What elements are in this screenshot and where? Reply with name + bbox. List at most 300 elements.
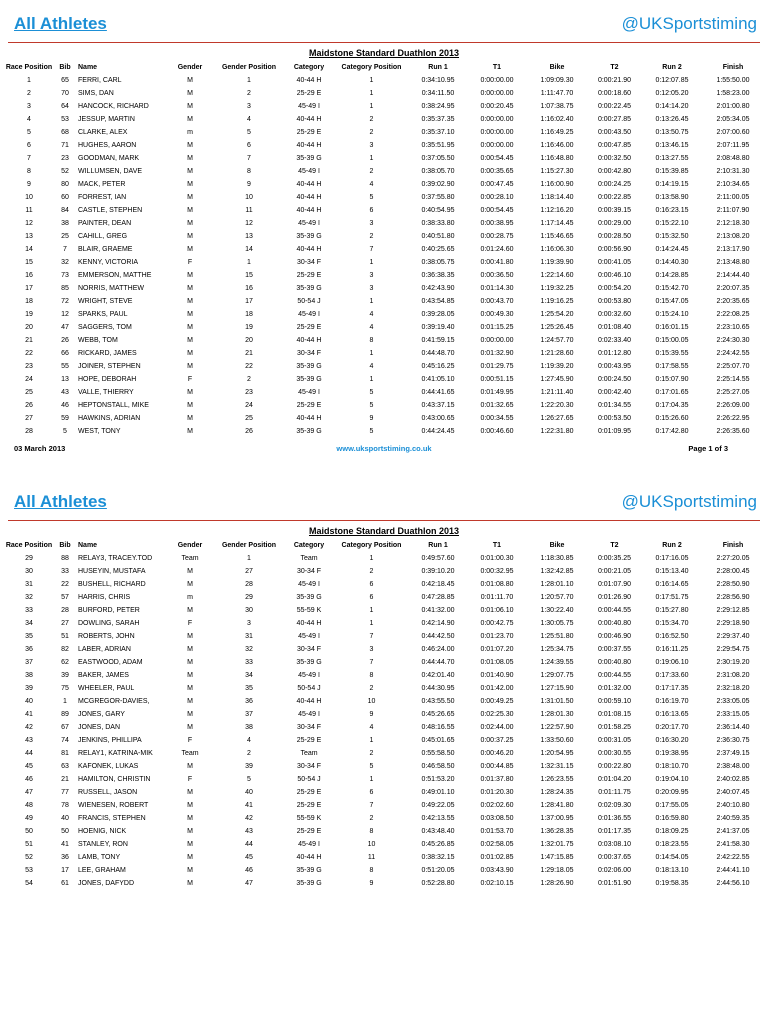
- cell-gender-position: 2: [247, 750, 251, 757]
- cell-t2: 0:00:43.95: [597, 363, 632, 370]
- cell-finish: 2:31:08.20: [716, 672, 750, 679]
- cell-name: JESSUP, MARTIN: [78, 116, 135, 123]
- cell-category: 35-39 G: [296, 285, 322, 292]
- cell-name: KENNY, VICTORIA: [78, 259, 139, 266]
- cell-run2: 0:17:04.35: [655, 402, 689, 409]
- cell-finish: 2:25:27.05: [716, 389, 750, 396]
- cell-run1: 0:42:13.55: [421, 815, 455, 822]
- cell-run1: 0:42:43.90: [421, 285, 455, 292]
- cell-finish: 2:33:05.05: [716, 698, 750, 705]
- cell-category: 45-49 I: [298, 711, 320, 718]
- cell-t2: 0:00:35.25: [597, 555, 632, 562]
- cell-bib: 81: [61, 750, 69, 757]
- cell-category-position: 8: [369, 867, 374, 874]
- cell-category: 35-39 G: [296, 659, 322, 666]
- cell-t2: 0:00:42.40: [597, 389, 632, 396]
- cell-run1: 0:49:01.10: [421, 789, 455, 796]
- cell-run2: 0:13:27.55: [655, 155, 689, 162]
- table-row: [4, 87, 764, 100]
- cell-run1: 0:38:05.70: [421, 168, 455, 175]
- cell-run2: 0:15:27.80: [655, 607, 689, 614]
- cell-bib: 23: [61, 155, 69, 162]
- cell-gender: M: [187, 568, 193, 575]
- cell-t1: 0:01:15.25: [480, 324, 514, 331]
- cell-category-position: 5: [369, 763, 374, 770]
- cell-t2: 0:01:34.55: [597, 402, 632, 409]
- cell-t1: 0:02:44.00: [480, 724, 514, 731]
- table-row: [4, 386, 764, 399]
- cell-bib: 72: [61, 298, 69, 305]
- cell-bib: 36: [61, 854, 69, 861]
- cell-t1: 0:01:32.90: [480, 350, 514, 357]
- cell-gender-position: 43: [245, 828, 253, 835]
- cell-run2: 0:19:38.95: [655, 750, 689, 757]
- cell-bib: 17: [61, 867, 69, 874]
- cell-gender: M: [187, 763, 193, 770]
- cell-race-position: 32: [25, 594, 33, 601]
- cell-t1: 0:01:11.70: [480, 594, 514, 601]
- all-athletes-link[interactable]: All Athletes: [14, 492, 107, 511]
- cell-category-position: 8: [369, 337, 374, 344]
- cell-race-position: 9: [27, 181, 31, 188]
- cell-run1: 0:43:00.65: [421, 415, 455, 422]
- cell-run1: 0:41:59.15: [421, 337, 455, 344]
- table-row: [4, 178, 764, 191]
- cell-bike: 1:36:28.35: [540, 828, 574, 835]
- table-row: [4, 191, 764, 204]
- page-footer: [0, 442, 768, 458]
- cell-gender-position: 31: [245, 633, 253, 640]
- column-header-t1: T1: [492, 64, 502, 71]
- cell-category: 45-49 I: [298, 220, 320, 227]
- cell-bike: 1:25:54.20: [540, 311, 574, 318]
- cell-run1: 0:43:55.50: [421, 698, 455, 705]
- cell-bike: 1:21:28.60: [540, 350, 574, 357]
- cell-run1: 0:43:54.85: [421, 298, 455, 305]
- cell-gender: M: [187, 311, 193, 318]
- cell-bike: 1:32:31.15: [540, 763, 574, 770]
- cell-bike: 1:17:14.45: [540, 220, 574, 227]
- cell-run2: 0:12:07.85: [655, 77, 689, 84]
- cell-run2: 0:17:17.35: [655, 685, 689, 692]
- cell-bike: 1:16:06.30: [540, 246, 574, 253]
- cell-t1: 0:00:28.10: [480, 194, 514, 201]
- cell-bib: 85: [61, 285, 69, 292]
- cell-t1: 0:00:51.15: [480, 376, 514, 383]
- cell-finish: 2:10:34.65: [716, 181, 750, 188]
- cell-category-position: 6: [369, 789, 374, 796]
- twitter-handle: @UKSportstiming: [621, 14, 757, 33]
- cell-name: BLAIR, GRAEME: [78, 246, 133, 253]
- cell-t1: 0:01:23.70: [480, 633, 514, 640]
- cell-run1: 0:44:48.70: [421, 350, 455, 357]
- cell-finish: 2:28:50.90: [716, 581, 750, 588]
- cell-gender-position: 3: [247, 620, 251, 627]
- column-header-bib: Bib: [59, 542, 71, 549]
- cell-name: BURFORD, PETER: [78, 607, 140, 614]
- cell-category-position: 3: [369, 220, 374, 227]
- cell-run2: 0:15:13.40: [655, 568, 689, 575]
- cell-bike: 1:07:38.75: [540, 103, 574, 110]
- cell-bib: 59: [61, 415, 69, 422]
- cell-run2: 0:17:16.05: [655, 555, 689, 562]
- cell-finish: 2:36:14.40: [716, 724, 750, 731]
- cell-run1: 0:40:51.80: [421, 233, 455, 240]
- cell-finish: 2:13:48.80: [716, 259, 750, 266]
- cell-category: 25-29 E: [296, 272, 322, 279]
- cell-bib: 61: [61, 880, 69, 887]
- cell-gender: M: [187, 659, 193, 666]
- cell-finish: 2:29:54.75: [716, 646, 750, 653]
- cell-finish: 2:40:02.85: [716, 776, 750, 783]
- table-row: [4, 565, 764, 578]
- cell-gender-position: 4: [247, 116, 251, 123]
- cell-run1: 0:35:37.10: [421, 129, 455, 136]
- cell-race-position: 39: [25, 685, 33, 692]
- cell-gender-position: 25: [245, 415, 253, 422]
- cell-t1: 0:01:08.05: [480, 659, 514, 666]
- cell-gender: M: [187, 337, 193, 344]
- cell-run2: 0:15:47.05: [655, 298, 689, 305]
- cell-gender: M: [187, 633, 193, 640]
- column-header-category: Category: [293, 542, 325, 549]
- cell-bike: 1:20:54.95: [540, 750, 574, 757]
- cell-finish: 2:24:30.30: [716, 337, 750, 344]
- cell-bike: 1:22:57.90: [540, 724, 574, 731]
- cell-finish: 2:11:07.90: [716, 207, 750, 214]
- cell-t2: 0:00:56.90: [597, 246, 632, 253]
- cell-t2: 0:01:12.80: [597, 350, 632, 357]
- cell-run2: 0:15:39.85: [655, 168, 689, 175]
- cell-bike: 1:28:01.10: [540, 581, 574, 588]
- cell-run1: 0:46:24.00: [421, 646, 455, 653]
- cell-gender: M: [187, 272, 193, 279]
- column-header-category-position: Category Position: [341, 64, 402, 71]
- cell-race-position: 52: [25, 854, 33, 861]
- cell-run2: 0:16:19.70: [655, 698, 689, 705]
- cell-bib: 22: [61, 581, 69, 588]
- cell-t2: 0:00:44.55: [597, 672, 632, 679]
- cell-race-position: 28: [25, 428, 33, 435]
- column-header-t2: T2: [610, 64, 619, 71]
- cell-name: LABER, ADRIAN: [78, 646, 131, 653]
- cell-run1: 0:45:26.85: [421, 841, 455, 848]
- cell-race-position: 24: [25, 376, 33, 383]
- cell-finish: 2:40:59.35: [716, 815, 750, 822]
- cell-t1: 0:00:47.45: [480, 181, 514, 188]
- cell-t2: 0:00:21.90: [597, 77, 632, 84]
- cell-category: Team: [300, 555, 318, 562]
- cell-run2: 0:16:14.65: [655, 581, 689, 588]
- cell-race-position: 6: [27, 142, 31, 149]
- table-row: [4, 230, 764, 243]
- cell-t2: 0:00:28.50: [597, 233, 632, 240]
- column-header-category: Category: [293, 64, 325, 71]
- column-header-race-position: Race Position: [5, 64, 53, 71]
- cell-bike: 1:28:41.80: [540, 802, 574, 809]
- cell-category-position: 1: [369, 77, 374, 84]
- cell-gender: M: [187, 646, 193, 653]
- cell-name: SPARKS, PAUL: [78, 311, 128, 318]
- cell-bib: 64: [61, 103, 69, 110]
- cell-run2: 0:15:22.10: [655, 220, 689, 227]
- cell-finish: 2:24:42.55: [716, 350, 750, 357]
- cell-gender-position: 34: [245, 672, 253, 679]
- table-header-row: [4, 61, 764, 74]
- cell-bike: 1:16:02.40: [540, 116, 574, 123]
- cell-race-position: 1: [27, 77, 31, 84]
- column-header-category-position: Category Position: [341, 542, 402, 549]
- cell-category-position: 1: [369, 555, 374, 562]
- cell-name: BUSHELL, RICHARD: [78, 581, 146, 588]
- cell-t2: 0:00:43.50: [597, 129, 632, 136]
- cell-gender: M: [187, 90, 193, 97]
- cell-gender: M: [187, 168, 193, 175]
- cell-category-position: 2: [369, 168, 374, 175]
- cell-t2: 0:00:18.60: [597, 90, 632, 97]
- cell-bib: 25: [61, 233, 69, 240]
- cell-category-position: 1: [369, 737, 374, 744]
- cell-t2: 0:01:11.75: [598, 789, 631, 796]
- cell-t2: 0:01:08.15: [597, 711, 632, 718]
- cell-gender-position: 4: [247, 737, 251, 744]
- website-link[interactable]: www.uksportstiming.co.uk: [336, 444, 432, 453]
- all-athletes-link[interactable]: All Athletes: [14, 14, 107, 33]
- cell-name: SAGGERS, TOM: [78, 324, 132, 331]
- cell-t2: 0:00:59.10: [597, 698, 632, 705]
- cell-category: 40-44 H: [296, 620, 322, 627]
- cell-category-position: 4: [369, 724, 374, 731]
- table-row: [4, 656, 764, 669]
- cell-bike: 1:20:57.70: [540, 594, 574, 601]
- cell-t1: 0:00:49.25: [480, 698, 514, 705]
- cell-t1: 0:00:00.00: [480, 90, 514, 97]
- cell-finish: 2:29:18.90: [716, 620, 750, 627]
- table-row: [4, 773, 764, 786]
- cell-race-position: 16: [25, 272, 33, 279]
- cell-finish: 2:07:00.60: [716, 129, 750, 136]
- cell-finish: 2:28:56.90: [716, 594, 750, 601]
- cell-bike: 1:26:27.65: [540, 415, 574, 422]
- cell-run1: 0:46:58.50: [421, 763, 455, 770]
- table-row: [4, 799, 764, 812]
- table-row: [4, 256, 764, 269]
- cell-finish: 2:36:30.75: [716, 737, 750, 744]
- cell-gender-position: 23: [245, 389, 253, 396]
- cell-name: FERRI, CARL: [78, 77, 122, 84]
- cell-name: MACK, PETER: [78, 181, 126, 188]
- cell-run2: 0:18:09.25: [655, 828, 689, 835]
- cell-name: HEPTONSTALL, MIKE: [78, 402, 149, 409]
- cell-gender: F: [187, 620, 193, 627]
- cell-gender-position: 9: [247, 181, 251, 188]
- cell-run1: 0:40:25.65: [421, 246, 455, 253]
- column-header-gender-position: Gender Position: [221, 542, 277, 549]
- cell-run1: 0:44:24.45: [421, 428, 455, 435]
- cell-t2: 0:00:32.60: [597, 311, 632, 318]
- cell-name: RELAY3, TRACEY.TOD: [78, 555, 153, 562]
- cell-t2: 0:01:07.90: [597, 581, 632, 588]
- cell-bike: 1:32:01.75: [540, 841, 574, 848]
- cell-run1: 0:43:48.40: [421, 828, 455, 835]
- cell-gender: M: [187, 220, 193, 227]
- cell-gender: M: [187, 711, 193, 718]
- cell-run1: 0:35:37.35: [421, 116, 455, 123]
- cell-category-position: 5: [369, 428, 374, 435]
- cell-bike: 1:15:27.30: [540, 168, 574, 175]
- cell-gender: F: [187, 376, 193, 383]
- cell-run1: 0:36:38.35: [421, 272, 455, 279]
- cell-t1: 0:01:14.30: [480, 285, 514, 292]
- cell-bib: 39: [61, 672, 69, 679]
- cell-gender-position: 14: [245, 246, 253, 253]
- cell-bike: 1:16:00.90: [540, 181, 574, 188]
- cell-bib: 5: [63, 428, 67, 435]
- cell-gender: M: [187, 246, 193, 253]
- cell-name: HUSEYIN, MUSTAFA: [78, 568, 146, 575]
- cell-bib: 66: [61, 350, 69, 357]
- page-number: Page 1 of 3: [688, 444, 728, 453]
- cell-name: WHEELER, PAUL: [78, 685, 135, 692]
- cell-gender-position: 44: [245, 841, 253, 848]
- cell-t1: 0:01:02.85: [480, 854, 514, 861]
- cell-category-position: 2: [369, 685, 374, 692]
- cell-t2: 0:00:21.05: [597, 568, 632, 575]
- cell-t2: 0:02:33.40: [597, 337, 632, 344]
- cell-finish: 2:11:00.05: [716, 194, 750, 201]
- cell-bib: 70: [61, 90, 69, 97]
- cell-bib: 55: [61, 363, 69, 370]
- cell-name: CASTLE, STEPHEN: [78, 207, 143, 214]
- cell-bib: 21: [61, 776, 69, 783]
- cell-category: 40-44 H: [296, 415, 322, 422]
- cell-race-position: 37: [25, 659, 33, 666]
- column-header-bike: Bike: [549, 64, 565, 71]
- cell-t1: 0:02:10.15: [480, 880, 514, 887]
- cell-t1: 0:01:00.30: [480, 555, 514, 562]
- cell-run1: 0:55:58.50: [421, 750, 455, 757]
- cell-gender: M: [187, 428, 193, 435]
- cell-name: HAWKINS, ADRIAN: [78, 415, 141, 422]
- cell-gender-position: 32: [245, 646, 253, 653]
- cell-run2: 0:15:39.55: [655, 350, 689, 357]
- cell-bib: 57: [61, 594, 69, 601]
- footer-date: 03 March 2013: [14, 444, 66, 453]
- cell-run2: 0:16:30.20: [655, 737, 689, 744]
- cell-run1: 0:49:57.60: [421, 555, 455, 562]
- cell-category: 45-49 I: [298, 389, 320, 396]
- cell-category: 45-49 I: [298, 672, 320, 679]
- cell-bike: 1:30:05.75: [540, 620, 574, 627]
- cell-gender: M: [187, 841, 193, 848]
- cell-category-position: 10: [367, 698, 376, 705]
- table-row: [4, 734, 764, 747]
- cell-race-position: 44: [25, 750, 33, 757]
- cell-category: 45-49 I: [298, 841, 320, 848]
- cell-bike: 1:22:31.80: [540, 428, 574, 435]
- cell-race-position: 3: [27, 103, 31, 110]
- cell-t2: 0:00:47.85: [597, 142, 632, 149]
- cell-category-position: 11: [367, 854, 376, 861]
- cell-t1: 0:00:38.95: [480, 220, 514, 227]
- cell-bike: 1:28:01.30: [540, 711, 574, 718]
- event-title: Maidstone Standard Duathlon 2013: [308, 526, 460, 536]
- table-row: [4, 864, 764, 877]
- cell-t1: 0:00:00.00: [480, 337, 514, 344]
- cell-finish: 2:22:08.25: [716, 311, 750, 318]
- cell-t2: 0:00:29.00: [597, 220, 632, 227]
- cell-category: 25-29 E: [296, 90, 322, 97]
- cell-category-position: 3: [369, 142, 374, 149]
- table-row: [4, 425, 764, 438]
- cell-run2: 0:19:04.10: [655, 776, 689, 783]
- cell-category: 55-59 K: [296, 607, 322, 614]
- cell-bib: 84: [61, 207, 69, 214]
- cell-name: LEE, GRAHAM: [78, 867, 126, 874]
- cell-t1: 0:00:28.75: [480, 233, 514, 240]
- cell-t1: 0:00:49.30: [480, 311, 514, 318]
- cell-run1: 0:44:41.65: [421, 389, 455, 396]
- cell-t1: 0:00:54.45: [480, 207, 514, 214]
- cell-category: 45-49 I: [298, 103, 320, 110]
- cell-category: 30-34 F: [296, 350, 322, 357]
- cell-category: 35-39 G: [296, 376, 322, 383]
- cell-bike: 1:25:34.75: [540, 646, 574, 653]
- cell-category: 30-34 F: [296, 763, 322, 770]
- cell-category: 45-49 I: [298, 581, 320, 588]
- cell-run2: 0:17:58.55: [655, 363, 689, 370]
- cell-race-position: 18: [25, 298, 33, 305]
- cell-bike: 1:28:26.90: [540, 880, 574, 887]
- cell-category: 40-44 H: [296, 77, 322, 84]
- cell-race-position: 12: [25, 220, 33, 227]
- cell-gender: M: [187, 607, 193, 614]
- cell-category-position: 1: [369, 90, 374, 97]
- cell-name: WRIGHT, STEVE: [78, 298, 133, 305]
- cell-category: 40-44 H: [296, 854, 322, 861]
- cell-category-position: 2: [369, 116, 374, 123]
- cell-bib: 77: [61, 789, 69, 796]
- cell-run2: 0:16:13.65: [655, 711, 689, 718]
- cell-t2: 0:00:24.50: [597, 376, 632, 383]
- cell-race-position: 51: [25, 841, 33, 848]
- cell-bike: 1:32:42.85: [540, 568, 574, 575]
- cell-category: 35-39 G: [296, 594, 322, 601]
- cell-gender-position: 15: [245, 272, 253, 279]
- cell-run2: 0:19:06.10: [655, 659, 689, 666]
- column-header-finish: Finish: [722, 542, 744, 549]
- cell-t2: 0:02:06.00: [597, 867, 632, 874]
- cell-category-position: 1: [369, 350, 374, 357]
- cell-t2: 0:00:27.85: [597, 116, 632, 123]
- cell-bib: 68: [61, 129, 69, 136]
- cell-gender: M: [187, 103, 193, 110]
- cell-t1: 0:00:00.00: [480, 116, 514, 123]
- cell-name: NORRIS, MATTHEW: [78, 285, 144, 292]
- cell-gender: M: [187, 880, 193, 887]
- cell-bike: 1:19:16.25: [540, 298, 574, 305]
- table-row: [4, 708, 764, 721]
- cell-run1: 0:42:14.90: [421, 620, 455, 627]
- table-row: [4, 217, 764, 230]
- cell-category: 40-44 H: [296, 194, 322, 201]
- cell-category-position: 4: [369, 363, 374, 370]
- table-row: [4, 682, 764, 695]
- cell-category: 35-39 G: [296, 867, 322, 874]
- table-row: [4, 877, 764, 890]
- cell-finish: 2:13:08.20: [716, 233, 750, 240]
- cell-bib: 63: [61, 763, 69, 770]
